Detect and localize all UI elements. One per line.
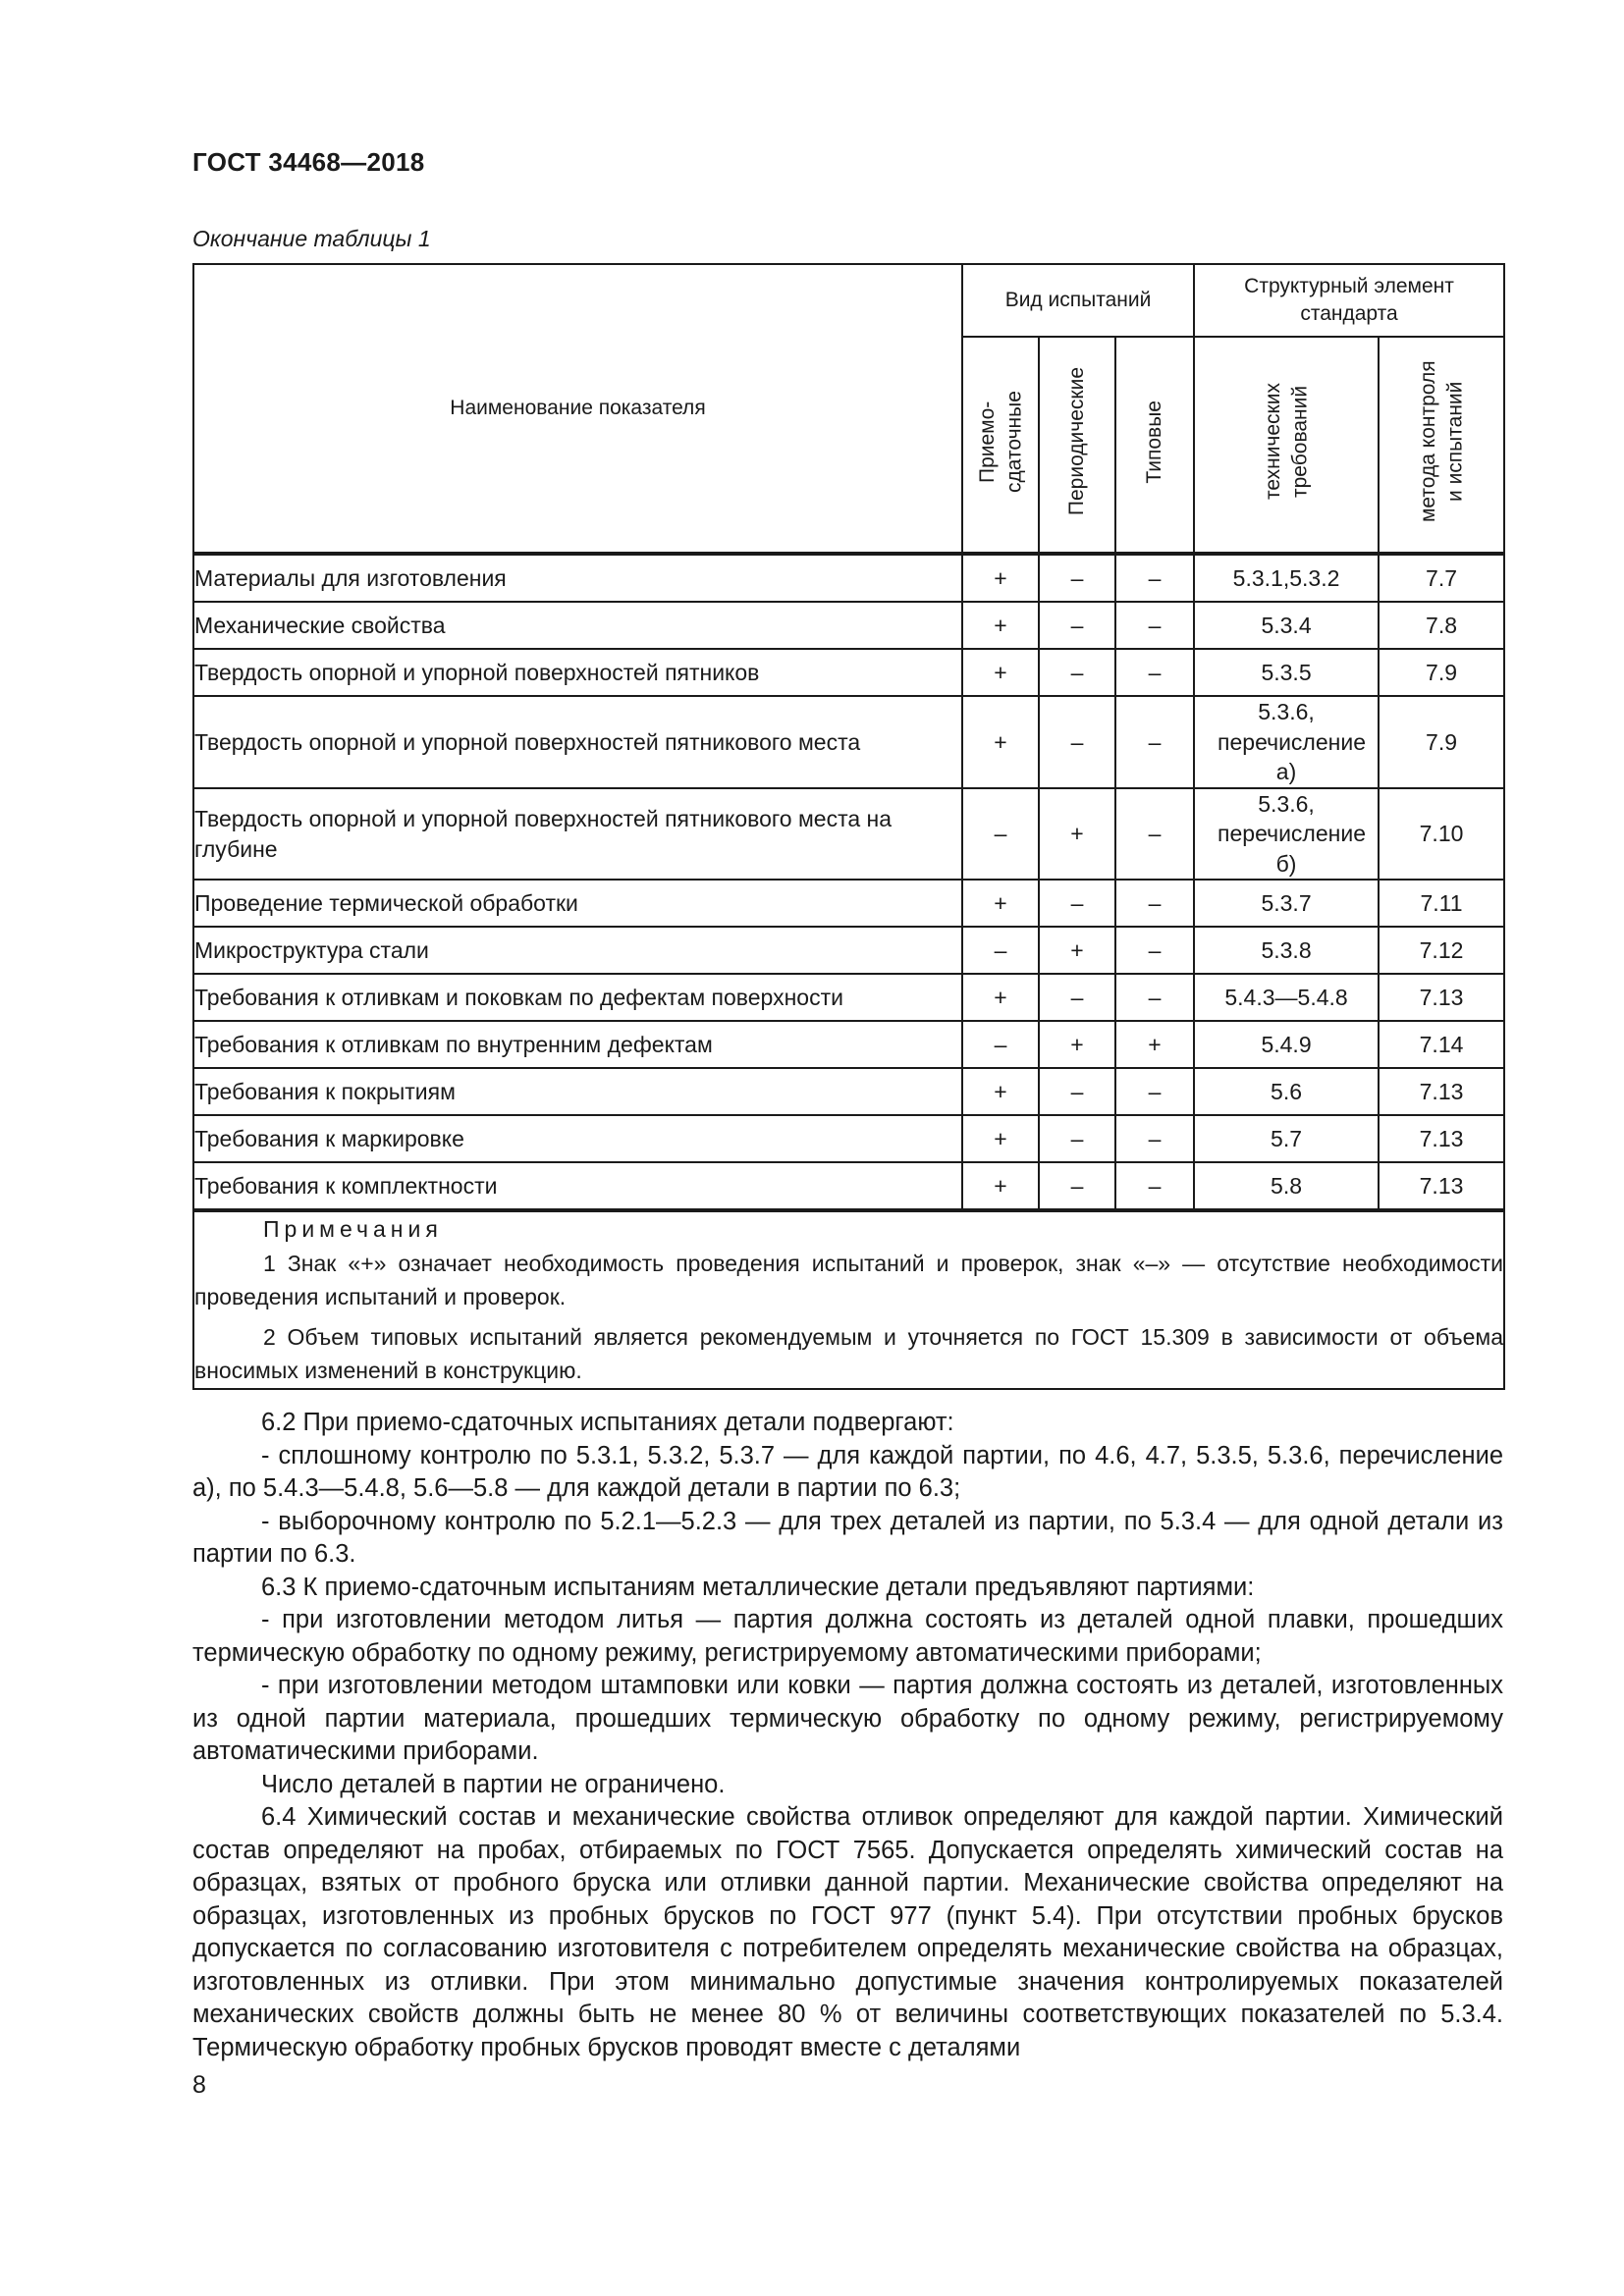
cell-method: 7.13 [1379,1162,1504,1210]
row-name: Механические свойства [193,602,962,649]
table-row [193,1068,1504,1115]
header-control-method-label: метода контроля и испытаний [1416,360,1467,523]
cell-periodic: – [1039,696,1115,788]
table-row [193,696,1504,788]
cell-tech [1194,696,1379,788]
cell-tech-text: 5.3.6, перечисление б) [1218,790,1366,877]
table-row [193,927,1504,974]
cell-tech: 5.7 [1194,1115,1379,1162]
table-row [193,880,1504,927]
notes-row [193,1210,1504,1389]
header-tech-requirements-label: технических требований [1261,383,1312,501]
table-row [193,554,1504,602]
paragraph-6-2: 6.2 При приемо-сдаточных испытаниях детали подвергают: [261,1409,954,1436]
cell-acceptance: – [962,788,1039,881]
cell-tech: 5.3.8 [1194,927,1379,974]
cell-periodic: – [1039,1162,1115,1210]
header-structure-group-label: Структурный элемент стандарта [1244,274,1454,325]
row-name: Твердость опорной и упорной поверхностей пятников [193,649,962,696]
note-2: 2 Объем типовых испытаний является рекомендуемым и уточняется по ГОСТ 15.309 в зависимости от объема вносимых изменений в конструкцию. [194,1323,1504,1384]
cell-method: 7.11 [1379,880,1504,927]
cell-method: 7.8 [1379,602,1504,649]
cell-method: 7.9 [1379,649,1504,696]
cell-acceptance: + [962,602,1039,649]
indicators-table [192,263,1505,1390]
paragraph: Число деталей в партии не ограничено. [261,1770,726,1798]
header-type-tests-label: Типовые [1143,400,1166,484]
cell-acceptance: + [962,1162,1039,1210]
cell-type: – [1115,1115,1194,1162]
cell-acceptance: + [962,649,1039,696]
row-name: Требования к отливкам по внутренним дефектам [193,1021,962,1068]
cell-periodic: + [1039,927,1115,974]
row-name: Требования к покрытиям [193,1068,962,1115]
table-row [193,1115,1504,1162]
header-acceptance [962,337,1039,554]
list-item: - при изготовлении методом штамповки или ковки — партия должна состоять из деталей, изготовленных из одной партии материала, прошедших термическую обработку по одному режиму, регистрируемому автоматическими приборами. [192,1672,1503,1765]
cell-acceptance: – [962,927,1039,974]
cell-tech: 5.6 [1194,1068,1379,1115]
list-item: - выборочному контролю по 5.2.1—5.2.3 — для трех деталей из партии, по 5.3.4 — для одной детали из партии по 6.3. [192,1507,1503,1568]
cell-method: 7.14 [1379,1021,1504,1068]
row-name: Требования к маркировке [193,1115,962,1162]
cell-tech: 5.3.1,5.3.2 [1194,554,1379,602]
cell-periodic: – [1039,1115,1115,1162]
header-test-type-group: Вид испытаний [962,264,1194,337]
cell-type: – [1115,649,1194,696]
header-acceptance-label: Приемо-сдаточные [975,391,1025,493]
row-name: Требования к отливкам и поковкам по дефектам поверхности [193,974,962,1021]
table-row [193,602,1504,649]
cell-method: 7.9 [1379,696,1504,788]
document-header: ГОСТ 34468—2018 [192,147,425,177]
cell-tech: 5.3.4 [1194,602,1379,649]
row-name: Твердость опорной и упорной поверхностей пятникового места [193,696,962,788]
cell-periodic: + [1039,788,1115,881]
cell-acceptance: – [962,1021,1039,1068]
list-item: - при изготовлении методом литья — партия должна состоять из деталей одной плавки, прошедших термическую обработку по одному режиму, регистрируемому автоматическими приборами; [192,1606,1503,1667]
cell-type: – [1115,1068,1194,1115]
cell-tech: 5.4.9 [1194,1021,1379,1068]
row-name: Проведение термической обработки [193,880,962,927]
cell-method: 7.7 [1379,554,1504,602]
cell-type: – [1115,974,1194,1021]
cell-acceptance: + [962,1115,1039,1162]
cell-tech: 5.4.3—5.4.8 [1194,974,1379,1021]
cell-type: – [1115,602,1194,649]
cell-tech: 5.3.5 [1194,649,1379,696]
cell-type: – [1115,788,1194,881]
table-row [193,974,1504,1021]
cell-type: – [1115,696,1194,788]
header-periodic-label: Периодические [1065,367,1089,516]
notes-title: Примечания [263,1216,443,1243]
note-1: 1 Знак «+» означает необходимость проведения испытаний и проверок, знак «–» — отсутствие необходимости проведения испытаний и проверок. [194,1250,1504,1310]
cell-type: – [1115,880,1194,927]
page-number: 8 [192,2071,206,2099]
cell-type: – [1115,1162,1194,1210]
cell-acceptance: + [962,974,1039,1021]
cell-tech [1194,788,1379,881]
cell-method: 7.13 [1379,1115,1504,1162]
header-structure-group [1194,264,1504,337]
cell-type: – [1115,927,1194,974]
cell-periodic: – [1039,974,1115,1021]
cell-method: 7.10 [1379,788,1504,881]
header-tech-requirements [1194,337,1379,554]
table-notes [193,1210,1504,1389]
cell-periodic: – [1039,649,1115,696]
row-name: Микроструктура стали [193,927,962,974]
row-name: Требования к комплектности [193,1162,962,1210]
body-text [192,1407,1503,2064]
table-caption: Окончание таблицы 1 [192,226,431,251]
row-name: Твердость опорной и упорной поверхностей пятникового места на глубине [193,788,962,881]
table-row [193,1162,1504,1210]
cell-method: 7.12 [1379,927,1504,974]
cell-periodic: – [1039,602,1115,649]
table-row [193,649,1504,696]
cell-periodic: – [1039,554,1115,602]
table-row [193,1021,1504,1068]
cell-tech-text: 5.3.6, перечисление а) [1218,699,1366,785]
header-periodic [1039,337,1115,554]
cell-periodic: – [1039,1068,1115,1115]
header-type-tests [1115,337,1194,554]
cell-periodic: – [1039,880,1115,927]
cell-tech: 5.3.7 [1194,880,1379,927]
cell-type: + [1115,1021,1194,1068]
cell-periodic: + [1039,1021,1115,1068]
table-row [193,788,1504,881]
paragraph-6-3: 6.3 К приемо-сдаточным испытаниям металлические детали предъявляют партиями: [261,1573,1255,1601]
list-item: - сплошному контролю по 5.3.1, 5.3.2, 5.3.7 — для каждой партии, по 4.6, 4.7, 5.3.5, 5.3.6, перечисление а), по 5.4.3—5.4.8, 5.6—5.8 — для каждой детали в партии по 6.3; [192,1441,1503,1502]
header-control-method [1379,337,1504,554]
cell-tech: 5.8 [1194,1162,1379,1210]
cell-acceptance: + [962,1068,1039,1115]
cell-acceptance: + [962,880,1039,927]
cell-method: 7.13 [1379,1068,1504,1115]
cell-method: 7.13 [1379,974,1504,1021]
paragraph-6-4: 6.4 Химический состав и механические свойства отливок определяют для каждой партии. Химический состав определяют на пробах, отбираемых по ГОСТ 7565. Допускается определять химический состав на образцах, взятых от пробного бруска или отливки данной партии. Механические свойства определяют на образцах, изготовленных из пробных брусков по ГОСТ 977 (пункт 5.4). При отсутствии пробных брусков допускается по согласованию изготовителя с потребителем определять механические свойства на образцах, изготовленных из отливки. При этом минимально допустимые значения контролируемых показателей механических свойств должны быть не менее 80 % от величины соответствующих показателей по 5.3.4. Термическую обработку пробных брусков проводят вместе с деталями [192,1803,1503,2061]
cell-acceptance: + [962,696,1039,788]
cell-acceptance: + [962,554,1039,602]
header-indicator-name: Наименование показателя [193,264,962,554]
cell-type: – [1115,554,1194,602]
row-name: Материалы для изготовления [193,554,962,602]
